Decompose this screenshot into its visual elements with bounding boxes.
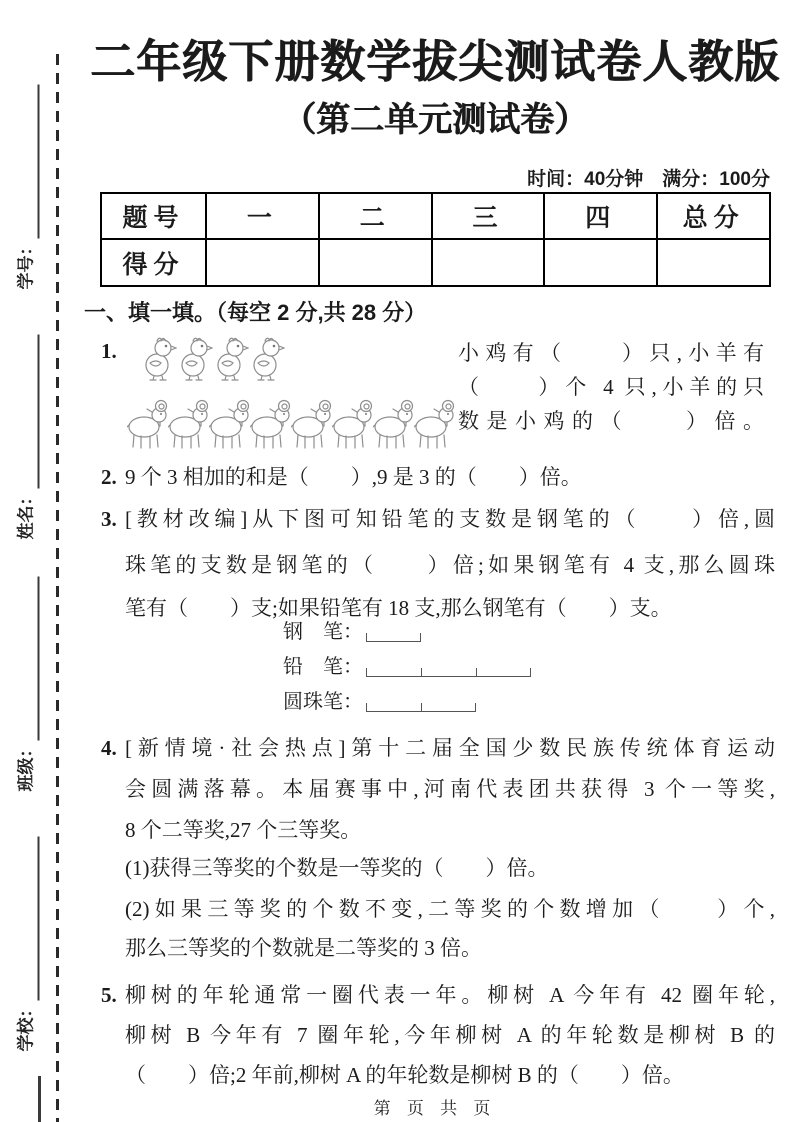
score-table-header-cell: 总分 <box>656 194 769 238</box>
chick-row <box>143 336 285 382</box>
score-table-header-cell: 三 <box>431 194 544 238</box>
bar-segment <box>366 668 421 677</box>
school-label: 学校： <box>16 1000 36 1052</box>
score-row-label: 得分 <box>102 238 205 285</box>
school-field <box>12 837 40 1052</box>
ram-icon <box>127 394 168 451</box>
q5-text-line: 柳树的年轮通常一圈代表一年。柳树 A 今年有 42 圈年轮, <box>125 983 775 1007</box>
ram-icon <box>291 394 332 451</box>
ram-icon <box>414 394 455 451</box>
class-field <box>12 577 40 792</box>
q3-text-line: [教材改编]从下图可知铅笔的支数是钢笔的（ ）倍,圆 <box>125 507 775 531</box>
pencil-diagram-row <box>283 653 531 681</box>
page-subtitle: （第二单元测试卷） <box>282 101 588 139</box>
q1-text-line: 小鸡有（ ）只,小羊有 <box>458 341 764 365</box>
bar-segment <box>366 703 421 712</box>
student-name-blank <box>14 335 40 489</box>
question-number: 2. <box>101 465 117 489</box>
score-cell <box>656 238 769 285</box>
pencil-bar <box>366 668 531 677</box>
chick-icon <box>143 336 177 382</box>
school-blank <box>14 837 40 1001</box>
binding-dashed-line <box>56 54 59 1122</box>
ram-row <box>127 394 455 451</box>
q2-text: 9 个 3 相加的和是（ ）,9 是 3 的（ ）倍。 <box>125 465 582 489</box>
student-id-field <box>12 85 40 290</box>
ballpoint-bar <box>366 703 476 712</box>
ram-icon <box>168 394 209 451</box>
class-blank <box>14 577 40 741</box>
score-cell <box>318 238 431 285</box>
score-table <box>100 192 771 287</box>
score-cell <box>543 238 656 285</box>
q5-text-line: （ ）倍;2 年前,柳树 A 的年轮数是柳树 B 的（ ）倍。 <box>125 1063 684 1087</box>
score-table-header-cell: 一 <box>205 194 318 238</box>
question-number: 4. <box>101 736 117 760</box>
pen-bar <box>366 633 421 642</box>
ram-icon <box>373 394 414 451</box>
q4-text-line: [新情境·社会热点]第十二届全国少数民族传统体育运动 <box>125 736 775 760</box>
margin-blank-line <box>38 1076 41 1122</box>
question-number: 5. <box>101 983 117 1007</box>
score-cell <box>431 238 544 285</box>
bar-segment <box>421 668 476 677</box>
score-table-header-cell: 题号 <box>122 204 185 232</box>
ram-icon <box>250 394 291 451</box>
q1-text-line: 数是小鸡的（ ）倍。 <box>458 409 764 433</box>
q5-text-line: 柳树 B 今年有 7 圈年轮,今年柳树 A 的年轮数是柳树 B 的 <box>125 1023 775 1047</box>
score-cell <box>205 238 318 285</box>
score-table-header-cell: 二 <box>318 194 431 238</box>
student-id-label: 学号： <box>16 238 36 290</box>
q1-text-line: （ ）个 4 只,小羊的只 <box>458 375 764 399</box>
class-label: 班级： <box>16 740 36 792</box>
ballpoint-label: 圆珠笔： <box>283 691 363 713</box>
q4-sub2-line: (2)如果三等奖的个数不变,二等奖的个数增加（ ）个, <box>125 897 775 921</box>
q3-text-line: 珠笔的支数是钢笔的（ ）倍;如果钢笔有 4 支,那么圆珠 <box>125 553 775 577</box>
q4-text-line: 8 个二等奖,27 个三等奖。 <box>125 818 362 842</box>
section1-heading: 一、填一填。（每空 2 分,共 28 分） <box>84 300 427 325</box>
student-name-label: 姓名： <box>16 488 36 540</box>
pen-label: 钢 笔： <box>283 621 363 643</box>
student-id-blank <box>14 85 40 239</box>
ballpoint-diagram-row <box>283 688 476 716</box>
q4-sub1: (1)获得三等奖的个数是一等奖的（ ）倍。 <box>125 856 549 880</box>
score-table-header-cell: 四 <box>543 194 656 238</box>
page-title: 二年级下册数学拔尖测试卷人教版 <box>89 36 780 87</box>
question-number: 1. <box>101 339 117 363</box>
page-footer: 第 页 共 页 <box>373 1099 497 1118</box>
chick-icon <box>215 336 249 382</box>
question-number: 3. <box>101 507 117 531</box>
ram-icon <box>209 394 250 451</box>
q3-text-line: 笔有（ ）支;如果铅笔有 18 支,那么钢笔有（ ）支。 <box>125 596 672 620</box>
exam-time-score-info: 时间：40分钟 满分：100分 <box>527 169 770 190</box>
bar-segment <box>476 668 531 677</box>
chick-icon <box>251 336 285 382</box>
pencil-label: 铅 笔： <box>283 656 363 678</box>
chick-icon <box>179 336 213 382</box>
pen-diagram-row <box>283 618 421 646</box>
q4-sub2-line: 那么三等奖的个数就是二等奖的 3 倍。 <box>125 936 482 960</box>
bar-segment <box>421 703 476 712</box>
student-name-field <box>12 335 40 540</box>
bar-segment <box>366 633 421 642</box>
ram-icon <box>332 394 373 451</box>
q4-text-line: 会圆满落幕。本届赛事中,河南代表团共获得 3 个一等奖, <box>125 777 775 801</box>
